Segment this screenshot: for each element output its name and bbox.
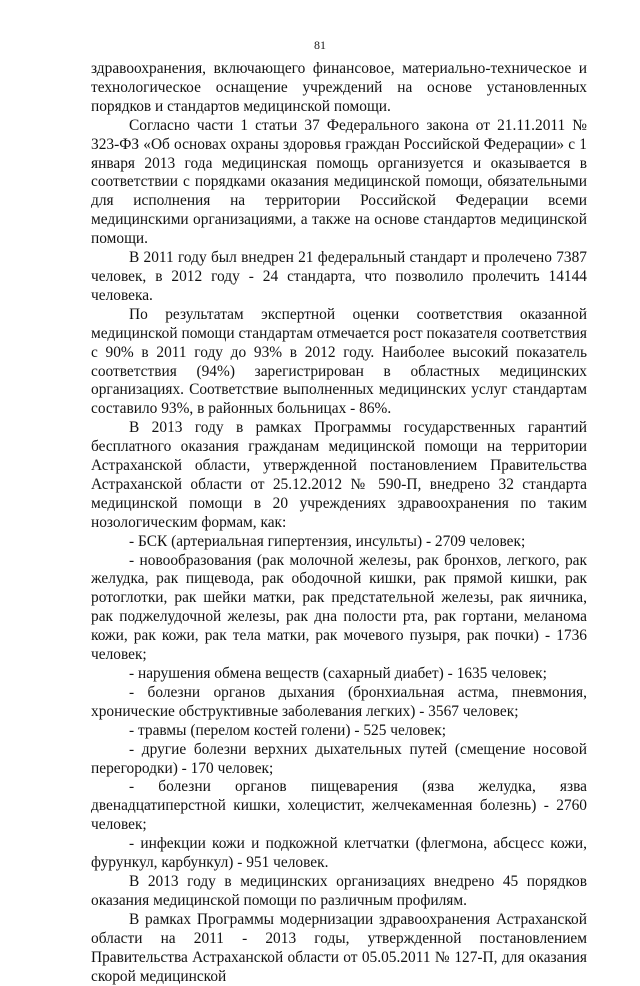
paragraph-4: По результатам экспертной оценки соответствия оказанной медицинской помощи стандартам отмечается рост показателя соответствия с 90% в 2011 году до 93% в 2012 году. Наиболее высокий показатель соответствия (94%) зарегистрирован в областных медицинских организациях. Соответствие выполненных медицинских услуг стандартам составило 93%, в районных больницах - 86%. xyxy=(91,305,587,418)
paragraph-3: В 2011 году был внедрен 21 федеральный стандарт и пролечено 7387 человек, в 2012 году - 24 стандарта, что позволило пролечить 14144 человека. xyxy=(91,249,587,304)
list-item-injuries: - травмы (перелом костей голени) - 525 человек; xyxy=(129,721,446,739)
paragraph-1: здравоохранения, включающего финансовое, материально-техническое и технологическое оснащение учреждений на основе установленных порядков и стандартов медицинской помощи. xyxy=(91,60,587,115)
list-item-skin-infections: - инфекции кожи и подкожной клетчатки (флегмона, абсцесс кожи, фурункул, карбункул) - 951 человек. xyxy=(91,835,587,872)
paragraph-2: Согласно части 1 статьи 37 Федерального закона от 21.11.2011 № 323-ФЗ «Об основах охраны здоровья граждан Российской Федерации» с 1 января 2013 года медицинская помощь организуется и оказывается в соответствии с порядками оказания медицинской помощи, обязательными для исполнения на территории Российской Федерации всеми медицинскими организациями, а также на основе стандартов медицинской помощи. xyxy=(91,116,587,248)
list-item-neoplasms: - новообразования (рак молочной железы, рак бронхов, легкого, рак желудка, рак пищевода, рак ободочной кишки, рак прямой кишки, рак ротоглотки, рак шейки матки, рак предстательной железы, рак яичника, рак поджелудочной железы, рак дна полости рта, рак гортани, меланома кожи, рак кожи, рак тела матки, рак мочевого пузыря, рак почки) - 1736 человек; xyxy=(91,551,587,664)
page-number: 81 xyxy=(314,38,326,52)
document-body xyxy=(91,60,587,986)
list-item-metabolism: - нарушения обмена веществ (сахарный диабет) - 1635 человек; xyxy=(129,665,547,682)
list-item-upper-airways: - другие болезни верхних дыхательных путей (смещение носовой перегородки) - 170 человек; xyxy=(91,740,587,777)
paragraph-modernization: В рамках Программы модернизации здравоохранения Астраханской области на 2011 - 2013 годы, утвержденной постановлением Правительства Астраханской области от 05.05.2011 № 127-П, для оказания скорой медицинской xyxy=(91,910,587,985)
list-item-digestive: - болезни органов пищеварения (язва желудка, язва двенадцатиперстной кишки, холецистит, желчекаменная болезнь) - 2760 человек; xyxy=(91,778,587,834)
paragraph-5: В 2013 году в рамках Программы государственных гарантий бесплатного оказания гражданам медицинской помощи на территории Астраханской области, утвержденной постановлением Правительства Астраханской области от 25.12.2012 № 590-П, внедрено 32 стандарта медицинской помощи в 20 учреждениях здравоохранения по таким нозологическим формам, как: xyxy=(91,419,587,531)
list-item-respiratory: - болезни органов дыхания (бронхиальная астма, пневмония, хронические обструктивные заболевания легких) - 3567 человек; xyxy=(91,683,587,720)
list-item-bsk: - БСК (артериальная гипертензия, инсульты) - 2709 человек; xyxy=(129,532,526,550)
paragraph-procedures: В 2013 году в медицинских организациях внедрено 45 порядков оказания медицинской помощи по различным профилям. xyxy=(91,872,587,909)
